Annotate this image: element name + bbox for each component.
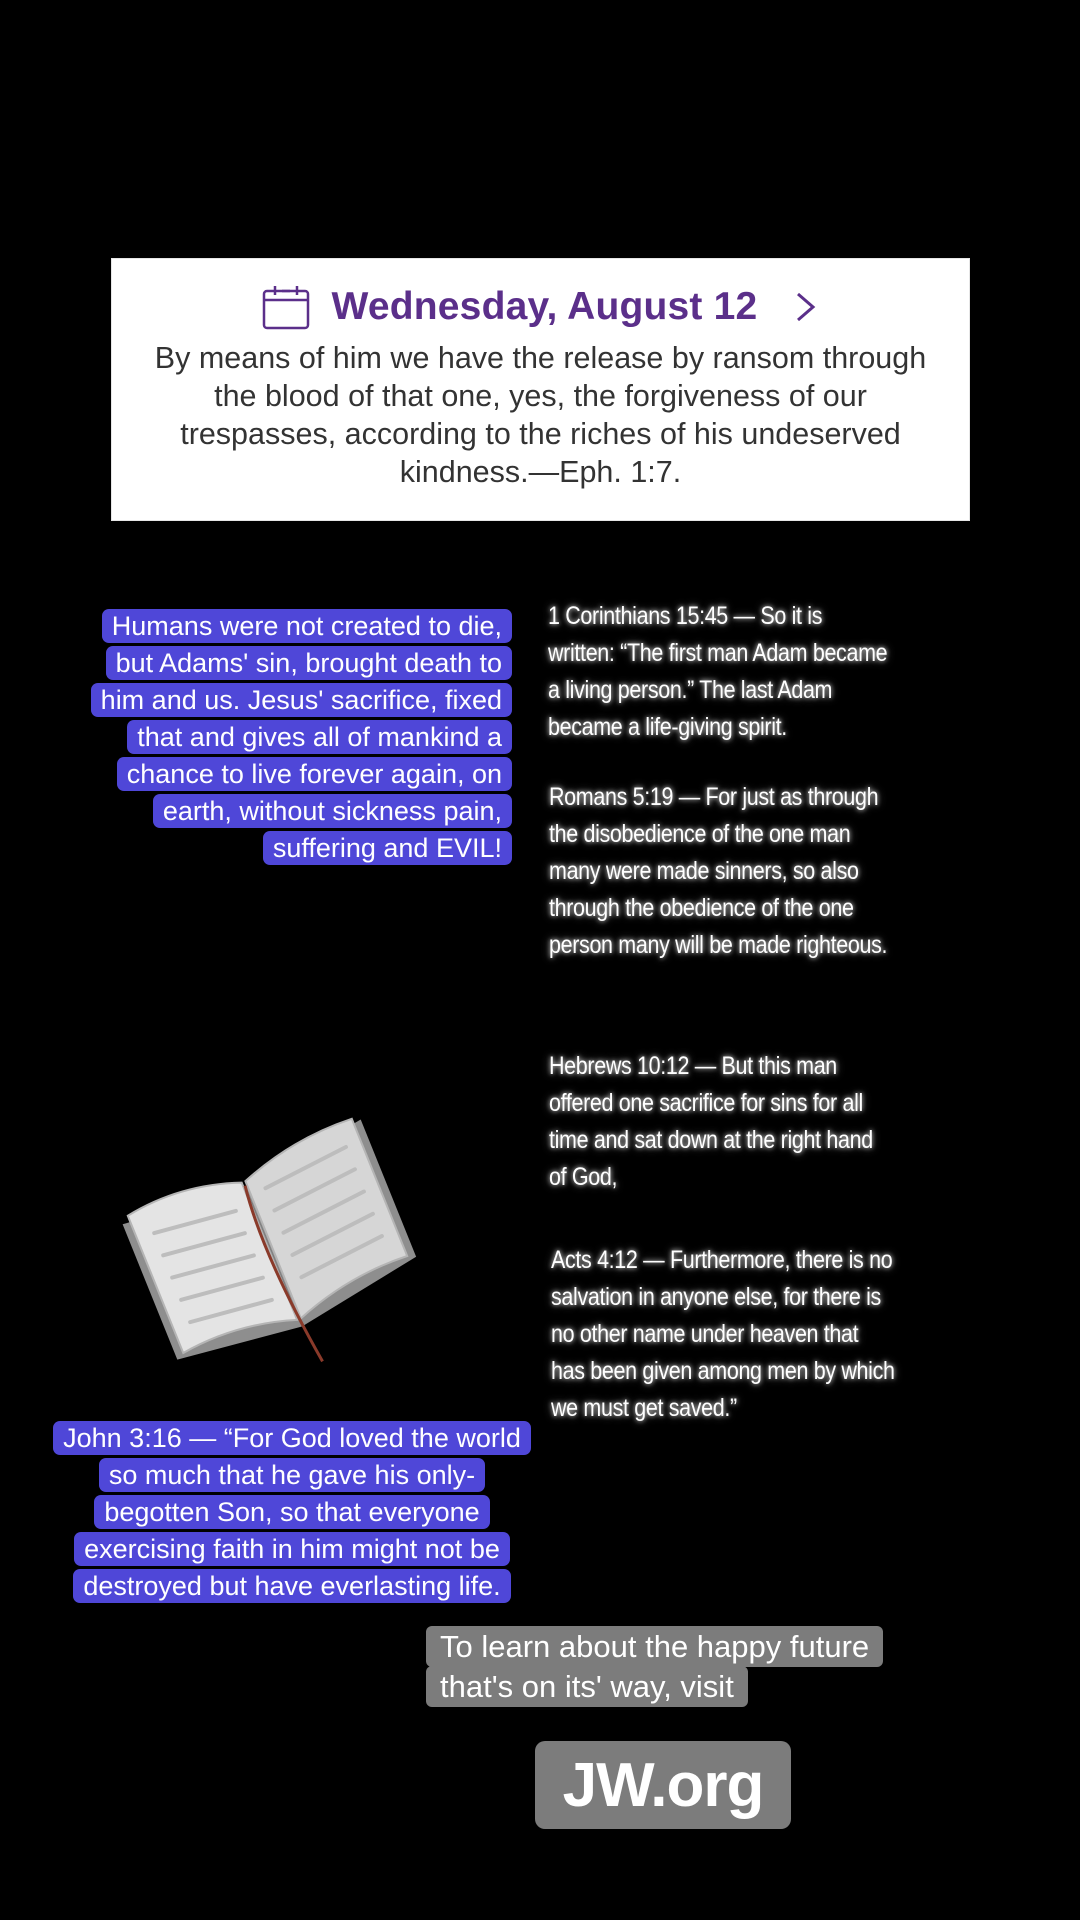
daily-text-header[interactable] (112, 277, 969, 337)
verse-corinthians: 1 Corinthians 15:45 — So it is written: “The first man Adam became a living person.” The last Adam became a life-giving spirit. (548, 602, 888, 741)
verse-hebrews: Hebrews 10:12 — But this man offered one sacrifice for sins for all time and sat down at the right hand of God, (549, 1052, 873, 1191)
verse-acts: Acts 4:12 — Furthermore, there is no salvation in anyone else, for there is no other name under heaven that has been given among men by which we must get saved.” (551, 1246, 895, 1422)
cta-caption (426, 1627, 916, 1707)
chevron-right-icon[interactable] (793, 290, 819, 324)
caption-main (78, 608, 512, 867)
caption-john (52, 1420, 532, 1605)
caption-main-text: Humans were not created to die, but Adams' sin, brought death to him and us. Jesus' sacrifice, fixed that and gives all of mankind a chance to live forever again, on earth, without sickness pain, suffering and EVIL! (91, 609, 512, 865)
daily-text-date: Wednesday, August 12 (331, 285, 758, 328)
open-bible-icon (120, 1110, 425, 1385)
daily-text-card (111, 258, 970, 521)
caption-john-text: John 3:16 — “For God loved the world so much that he gave his only-begotten Son, so that everyone exercising faith in him might not be destroyed but have everlasting life. (53, 1421, 531, 1603)
daily-text-body: By means of him we have the release by ransom through the blood of that one, yes, the forgiveness of our trespasses, according to the riches of his undeserved kindness.—Eph. 1:7. (154, 341, 927, 489)
cta-text: To learn about the happy future that's on its' way, visit (426, 1626, 883, 1707)
calendar-icon (262, 284, 310, 330)
verse-romans: Romans 5:19 — For just as through the disobedience of the one man many were made sinners, so also through the obedience of the one person many will be made righteous. (549, 783, 888, 959)
jw-org-link[interactable]: JW.org (535, 1741, 791, 1829)
